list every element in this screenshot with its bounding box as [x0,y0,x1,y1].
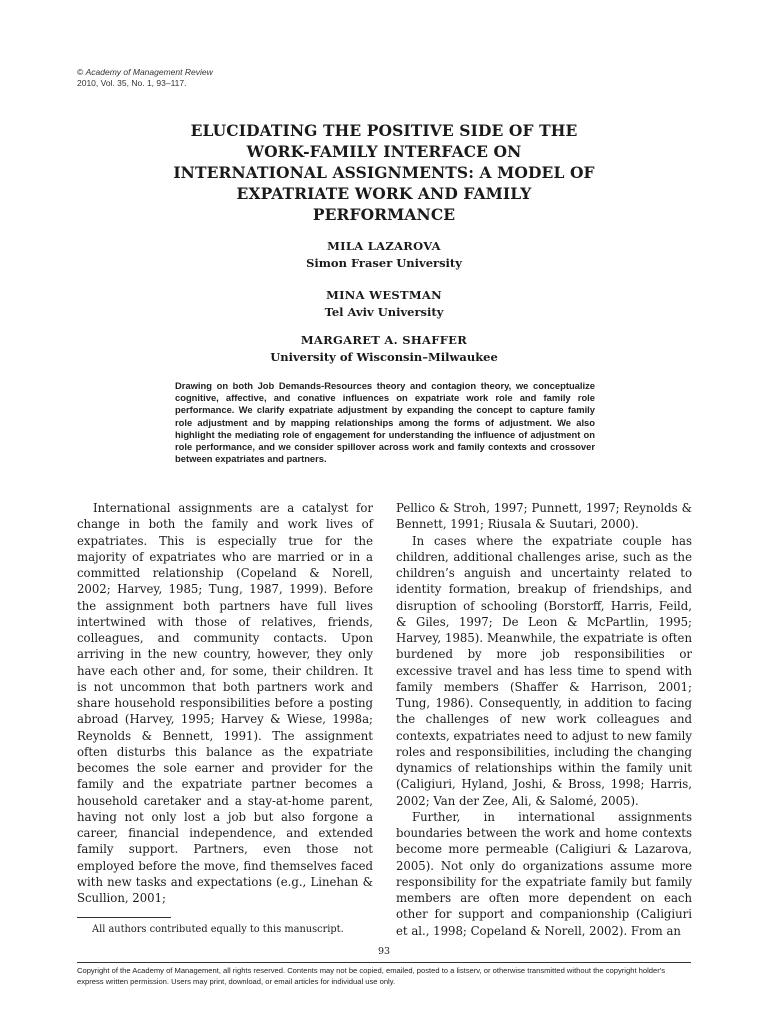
body-column-left [77,500,373,906]
body-paragraph: Further, in international assignments boundaries between the work and home contexts become more permeable (Caligiuri & Lazarova, 2005). Not only do organizations assume more responsibility for the expatriate family but family members are often more dependent on each other for support and companionship (Caligiuri et al., 1998; Copeland & Norell, 2002). From an [396,809,692,938]
journal-header [77,67,213,89]
author-name: MINA WESTMAN [326,288,442,302]
copyright-symbol: © [77,67,86,77]
title-line: INTERNATIONAL ASSIGNMENTS: A MODEL OF [173,163,595,182]
author-2 [120,287,648,320]
author-affiliation: University of Wisconsin–Milwaukee [270,350,498,364]
body-column-right [396,500,692,939]
title-line: PERFORMANCE [312,205,456,224]
abstract: Drawing on both Job Demands-Resources theory and contagion theory, we conceptualize cognitive, affective, and conative influences on expatriate work role and family role performance. We clarify expatriate adjustment by expanding the concept to capture family role adjustment and by mapping relationships among the forms of adjustment. We also highlight the mediating role of engagement for understanding the influence of adjustment on role performance, and we consider spillover across work and family contexts and crossover between expatriates and partners. [175,380,595,465]
author-affiliation: Simon Fraser University [306,256,462,270]
body-paragraph: In cases where the expatriate couple has children, additional challenges arise, such as the children’s anguish and uncertainty related to identity formation, breakup of friendships, and disruption of schooling (Borstorff, Harris, Feild, & Giles, 1997; De Leon & McPartlin, 1995; Harvey, 1985). Meanwhile, the expatriate is often burdened by more job responsibilities or excessive travel and has less time to spend with family members (Shaffer & Harrison, 2001; Tung, 1986). Consequently, in addition to facing the challenges of new work colleagues and contexts, expatriates need to adjust to new family roles and responsibilities, including the changing dynamics of relationships within the family unit (Caligiuri, Hyland, Joshi, & Bross, 1998; Harris, 2002; Van der Zee, Ali, & Salomé, 2005). [396,533,692,808]
author-name: MARGARET A. SHAFFER [300,333,468,347]
journal-citation: 2010, Vol. 35, No. 1, 93–117. [77,78,187,88]
author-3 [120,332,648,365]
author-name: MILA LAZAROVA [327,239,441,253]
author-1 [120,238,648,271]
copyright-notice: Copyright of the Academy of Management, all rights reserved. Contents may not be copied, emailed, posted to a listserv, or otherwise transmitted without the copyright holder's express written permission. Users may print, download, or email articles for individual use only. [77,966,666,986]
title-line: WORK-FAMILY INTERFACE ON [246,142,522,161]
footnote-divider [77,917,171,918]
body-paragraph: Pellico & Stroh, 1997; Punnett, 1997; Reynolds & Bennett, 1991; Riusala & Suutari, 2000). [396,501,692,532]
author-affiliation: Tel Aviv University [324,305,444,319]
body-paragraph: International assignments are a catalyst for change in both the family and work lives of expatriates. This is especially true for the majority of expatriates who are married or in a committed relationship (Copeland & Norell, 2002; Harvey, 1985; Tung, 1987, 1999). Before the assignment both partners have full lives intertwined with those of relatives, friends, colleagues, and community contacts. Upon arriving in the new country, however, they only have each other and, for some, their children. It is not uncommon that both partners work and share household responsibilities before a posting abroad (Harvey, 1995; Harvey & Wiese, 1998a; Reynolds & Bennett, 1991). The assignment often disturbs this balance as the expatriate becomes the sole earner and provider for the family and the expatriate partner becomes a household caretaker and a stay-at-home parent, having not only lost a job but also forgone a career, financial independence, and extended family support. Partners, even those not employed before the move, find themselves faced with new tasks and expectations (e.g., Linehan & Scullion, 2001; [77,501,373,905]
title-line: ELUCIDATING THE POSITIVE SIDE OF THE [190,121,578,140]
copyright-divider [77,962,691,963]
title-line: EXPATRIATE WORK AND FAMILY [236,184,532,203]
journal-name: Academy of Management Review [85,67,213,77]
page-number: 93 [377,946,391,957]
article-title [120,120,648,225]
footnote: All authors contributed equally to this manuscript. [92,924,344,935]
